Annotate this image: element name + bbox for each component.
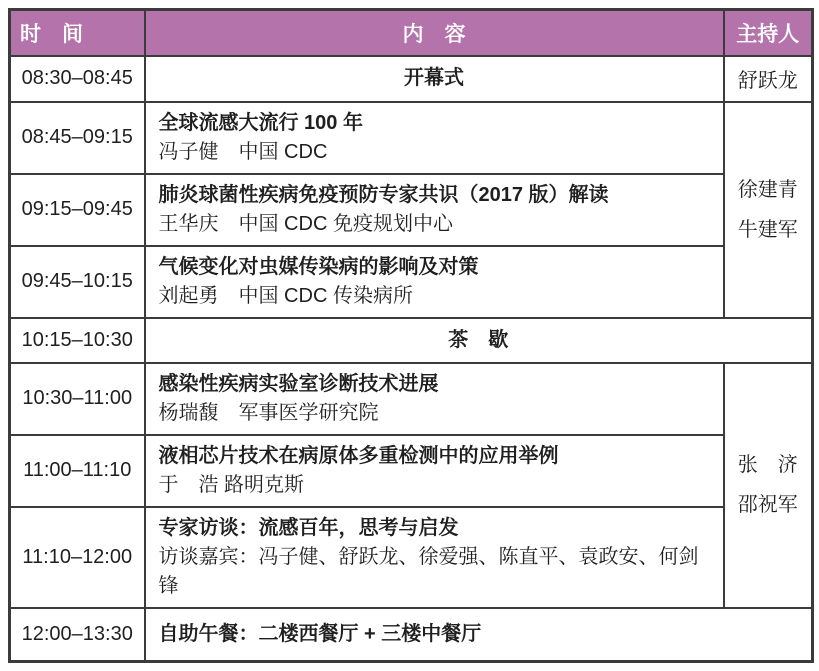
event-speaker: 冯子健 中国 CDC: [158, 140, 328, 163]
time-cell: 08:30–08:45: [10, 56, 145, 102]
event-cell: [145, 174, 724, 246]
event-speaker: 于 浩 路明克斯: [158, 473, 305, 496]
event-cell: [145, 507, 724, 608]
schedule-table: [8, 8, 814, 663]
event-cell: [145, 318, 813, 363]
time-cell: 12:00–13:30: [10, 608, 145, 662]
time-cell: 09:45–10:15: [10, 246, 145, 318]
header-content: 内 容: [145, 10, 724, 56]
host-name: 徐建青: [737, 178, 798, 201]
table-row-lunch: [10, 608, 813, 662]
table-row: [10, 246, 813, 318]
event-cell: [145, 608, 813, 662]
host-name: 邵祝军: [737, 494, 798, 516]
table-row: [10, 363, 813, 435]
time-cell: 09:15–09:45: [10, 174, 145, 246]
time-cell: 08:45–09:15: [10, 102, 145, 174]
host-cell-merged: [724, 363, 813, 608]
host-name: 牛建军: [737, 218, 798, 241]
event-speaker: 刘起勇 中国 CDC 传染病所: [158, 284, 413, 307]
header-host: 主持人: [724, 10, 813, 56]
table-row-tea-break: [10, 318, 813, 363]
host-name: 张 济: [737, 454, 798, 476]
event-speaker: 访谈嘉宾：冯子健、舒跃龙、徐爱强、陈直平、袁政安、何剑锋: [158, 545, 699, 597]
event-cell: [145, 363, 724, 435]
event-cell: [145, 246, 724, 318]
event-title: 茶 歇: [448, 328, 509, 351]
table-row-opening: [10, 56, 813, 102]
table-row: [10, 102, 813, 174]
event-cell: [145, 102, 724, 174]
time-cell: 11:00–11:10: [10, 435, 145, 507]
event-cell: [145, 56, 724, 102]
event-title: 全球流感大流行 100 年: [158, 111, 363, 134]
event-cell: [145, 435, 724, 507]
event-title: 自助午餐：二楼西餐厅 + 三楼中餐厅: [158, 622, 482, 645]
event-title: 专家访谈：流感百年，思考与启发: [158, 516, 459, 539]
table-row: [10, 174, 813, 246]
event-title: 肺炎球菌性疾病免疫预防专家共识（2017 版）解读: [158, 183, 609, 206]
event-title: 液相芯片技术在病原体多重检测中的应用举例: [158, 444, 559, 467]
event-title: 气候变化对虫媒传染病的影响及对策: [158, 255, 479, 278]
table-row: [10, 507, 813, 608]
event-title: 开幕式: [404, 67, 464, 89]
header-time: 时 间: [10, 10, 145, 56]
header-row: [10, 10, 813, 56]
time-cell: 10:15–10:30: [10, 318, 145, 363]
event-speaker: 王华庆 中国 CDC 免疫规划中心: [158, 212, 453, 235]
time-cell: 11:10–12:00: [10, 507, 145, 608]
event-speaker: 杨瑞馥 军事医学研究院: [158, 401, 379, 424]
host-cell-merged: [724, 102, 813, 318]
table-row: [10, 435, 813, 507]
event-title: 感染性疾病实验室诊断技术进展: [158, 372, 439, 395]
time-cell: 10:30–11:00: [10, 363, 145, 435]
host-cell: 舒跃龙: [724, 56, 813, 102]
